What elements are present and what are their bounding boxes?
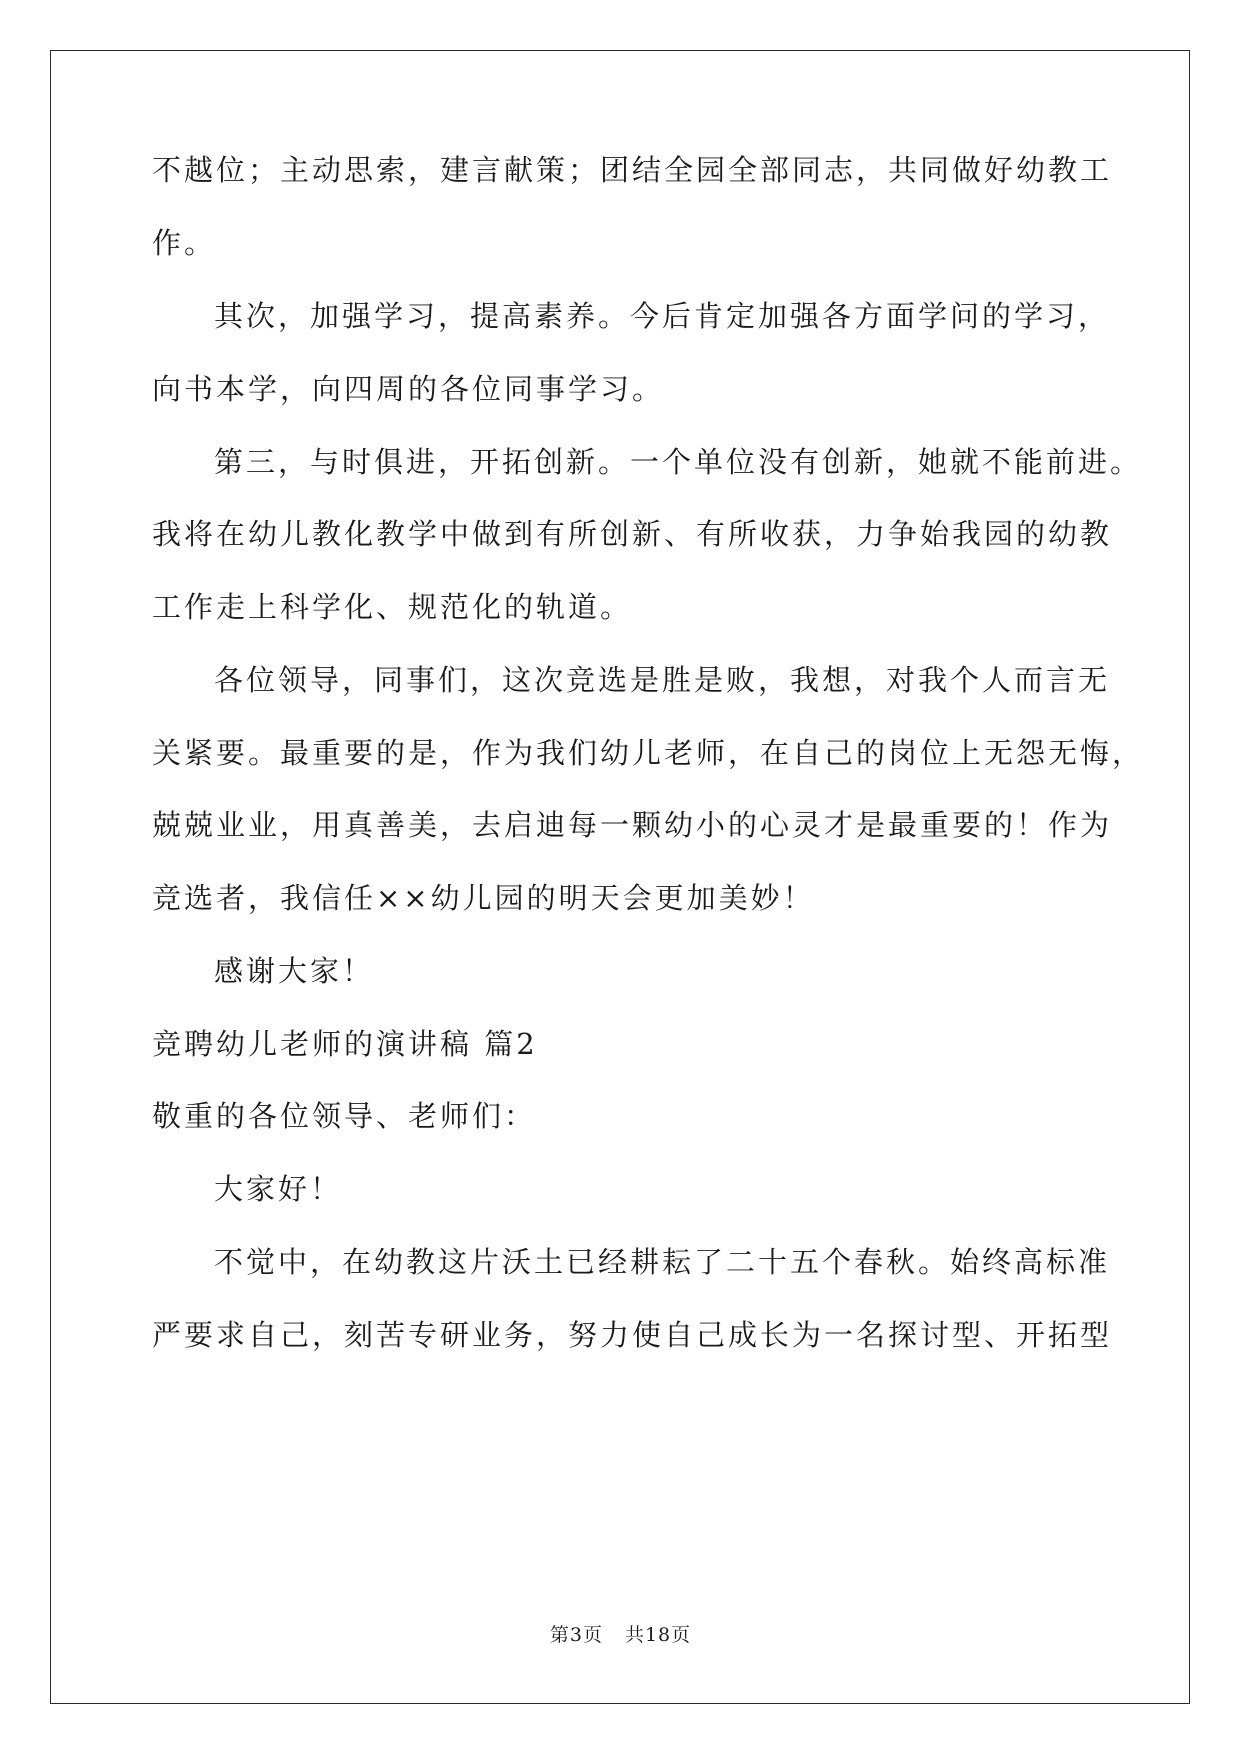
text-line: 不越位；主动思索，建言献策；团结全园全部同志，共同做好幼教工	[152, 153, 1113, 187]
text-line: 各位领导，同事们，这次竞选是胜是败，我想，对我个人而言无	[214, 663, 1111, 697]
text-line: 不觉中，在幼教这片沃土已经耕耘了二十五个春秋。始终高标准	[214, 1245, 1111, 1279]
text-line: 我将在幼儿教化教学中做到有所创新、有所收获，力争始我园的幼教	[152, 517, 1113, 551]
text-line: 向书本学，向四周的各位同事学习。	[152, 372, 665, 406]
text-line: 作。	[152, 226, 217, 260]
text-line: 严要求自己，刻苦专研业务，努力使自己成长为一名探讨型、开拓型	[152, 1318, 1113, 1352]
text-line: 敬重的各位领导、老师们：	[152, 1099, 537, 1133]
text-line: 感谢大家！	[214, 954, 375, 988]
text-line: 竞选者，我信任××幼儿园的明天会更加美妙！	[152, 881, 815, 915]
text-line: 兢兢业业，用真善美，去启迪每一颗幼小的心灵才是最重要的！作为	[152, 808, 1113, 842]
text-line: 关紧要。最重要的是，作为我们幼儿老师，在自己的岗位上无怨无悔，	[152, 736, 1145, 770]
text-line: 其次，加强学习，提高素养。今后肯定加强各方面学问的学习，	[214, 299, 1111, 333]
text-line: 第三，与时俱进，开拓创新。一个单位没有创新，她就不能前进。	[214, 445, 1143, 479]
page-number: 第3页	[549, 1624, 603, 1646]
page-footer	[0, 1623, 1241, 1647]
text-line: 大家好！	[214, 1172, 343, 1206]
section-heading: 竞聘幼儿老师的演讲稿 篇2	[152, 1027, 538, 1061]
text-line: 工作走上科学化、规范化的轨道。	[152, 590, 633, 624]
page-total: 共18页	[624, 1624, 692, 1646]
